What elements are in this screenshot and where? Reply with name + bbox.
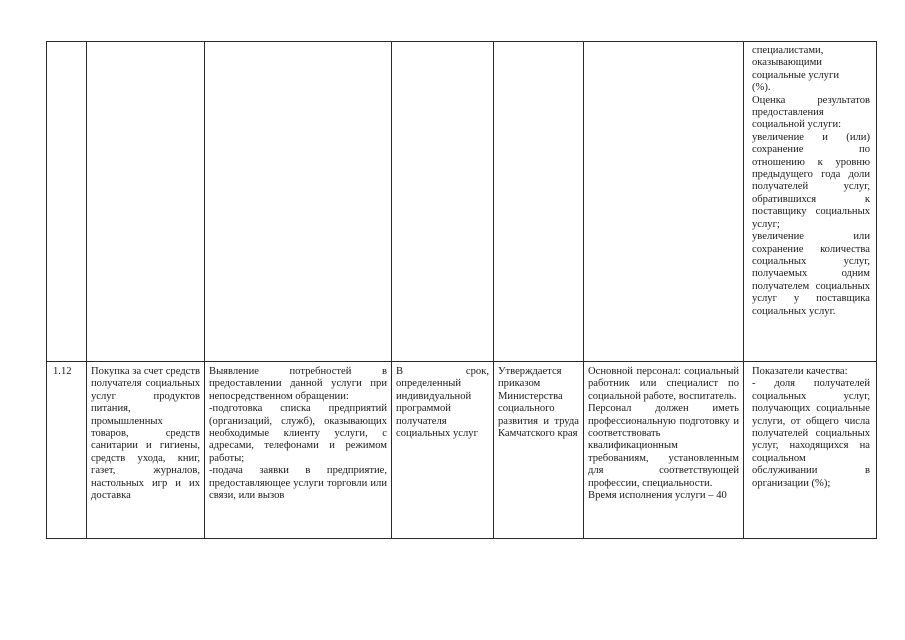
cell-number — [47, 362, 87, 539]
cell-text: - доля получателей социальных услуг, получающих социальные услуги, от общего числа получателей социальных услуг, находящихся на социальном обслуживании в организации (%); — [752, 378, 870, 489]
cell-quality-indicators — [744, 362, 877, 539]
table-row-1-12 — [47, 362, 877, 539]
cell-text: специалистами, — [752, 45, 824, 56]
cell-service-description — [205, 42, 392, 362]
cell-number — [47, 42, 87, 362]
cell-service-description — [205, 362, 392, 539]
cell-service-name — [87, 42, 205, 362]
cell-quality-indicators — [744, 42, 877, 362]
cell-text: социальные услуги — [752, 69, 839, 81]
services-table — [46, 41, 877, 539]
cell-text: Оценка результатов предоставления социальной услуги: — [752, 94, 870, 131]
cell-text: Время исполнения услуги – 40 — [588, 490, 727, 502]
cell-service-name — [87, 362, 205, 539]
cell-text: увеличение и (или) сохранение по отношению к уровню предыдущего года доли получателей услуг, обратившихся к поставщику социальных услуг; — [752, 131, 870, 230]
row-number: 1.12 — [53, 366, 72, 377]
cell-text: оказывающими — [752, 57, 822, 69]
cell-text: Персонал должен иметь профессиональную подготовку и соответствовать квалификационным требованиям, установленным для соответствующей профессии, специальности. — [588, 403, 739, 489]
cell-text: Основной персонал: социальный работник или специалист по социальной работе, воспитатель. — [588, 366, 739, 402]
cell-service-term — [392, 42, 494, 362]
cell-text: увеличение или сохранение количества социальных услуг, получаемых одним получателем социальных услуг у поставщика социальных услуг. — [752, 231, 870, 317]
cell-text: -подготовка списка предприятий (организаций, служб), оказывающих необходимые клиенту услуги, с адресами, телефонами и режимом работы; — [209, 403, 387, 464]
cell-text: Выявление потребностей в предоставлении данной услуги при непосредственном обращении: — [209, 366, 387, 402]
cell-service-term — [392, 362, 494, 539]
cell-tariff — [494, 42, 584, 362]
cell-text: -подача заявки в предприятие, предоставляющее услуги торговли или связи, или вызов — [209, 465, 387, 502]
cell-text: Утверждается приказом Министерства социального развития и труда Камчатского края — [498, 366, 579, 440]
table-row-continuation — [47, 42, 877, 362]
cell-conditions — [584, 362, 744, 539]
cell-text: (%). — [752, 82, 771, 94]
cell-text: Показатели качества: — [752, 366, 848, 377]
cell-text: Покупка за счет средств получателя социальных услуг продуктов питания, промышленных товаров, средств санитарии и гигиены, средств ухода, книг, газет, журналов, настольных игр и их доставка — [91, 366, 200, 502]
cell-tariff — [494, 362, 584, 539]
cell-conditions — [584, 42, 744, 362]
cell-text: В срок, определенный индивидуальной программой получателя социальных услуг — [396, 366, 489, 440]
